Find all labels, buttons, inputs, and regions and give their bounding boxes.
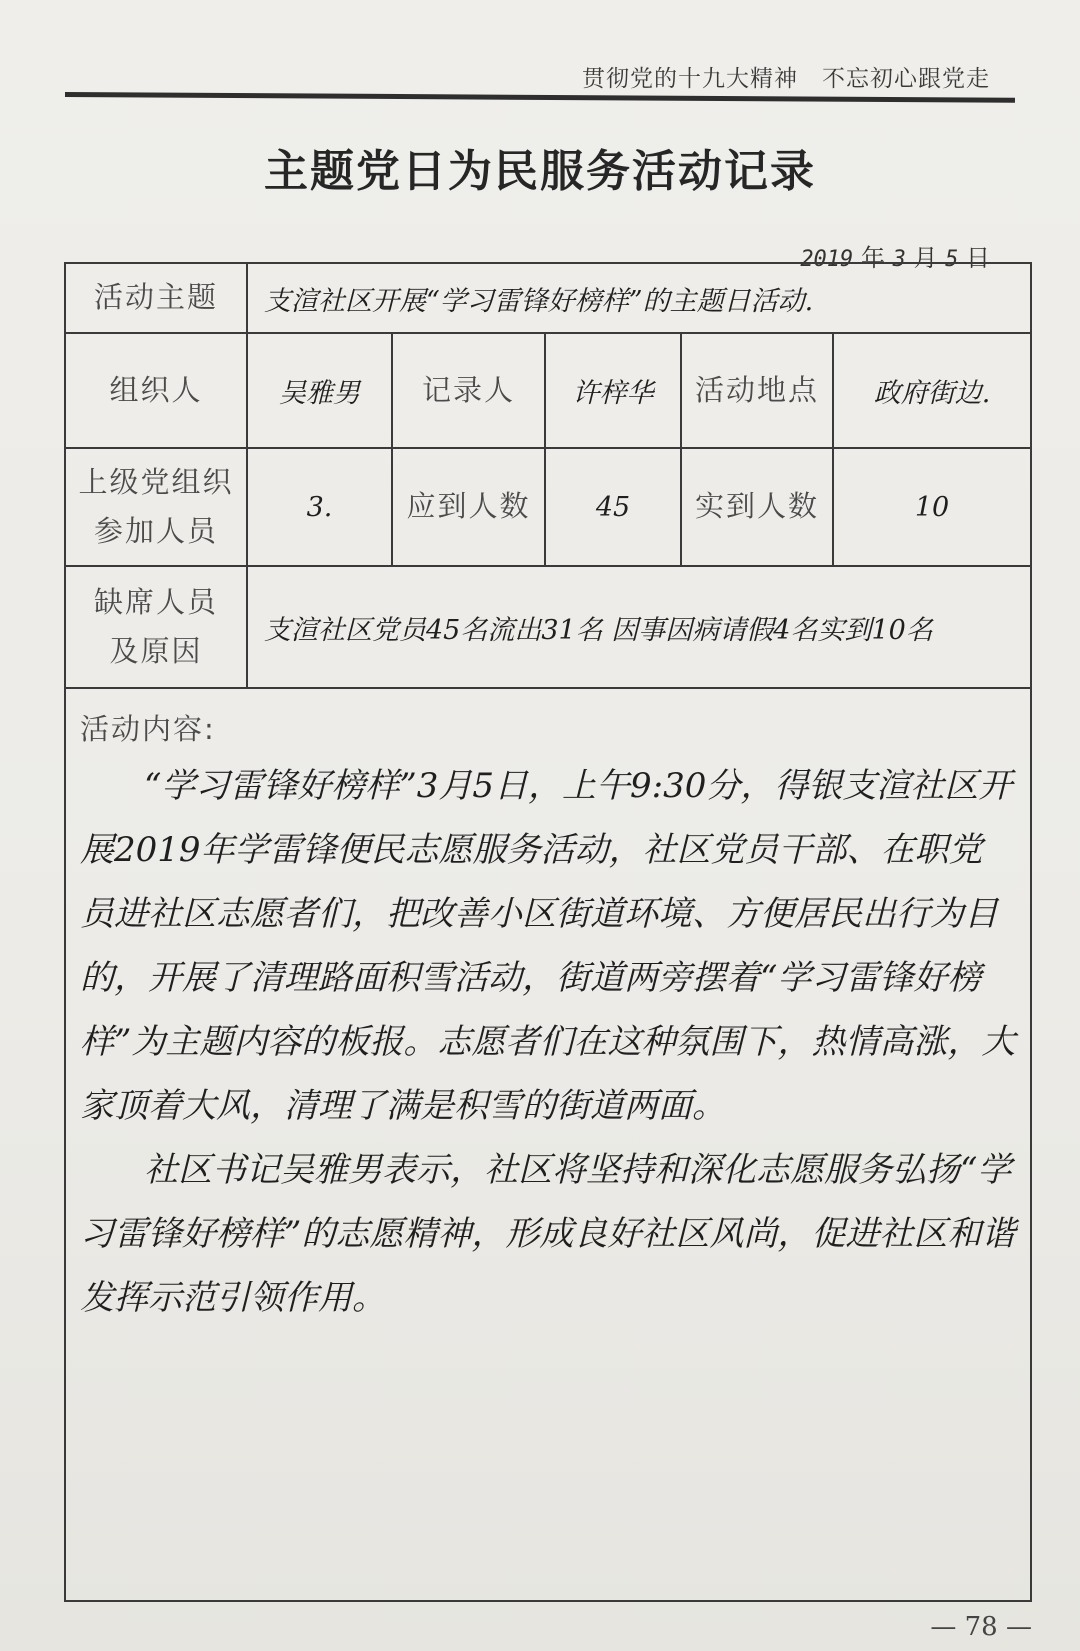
upper-org-value: 3. bbox=[247, 448, 392, 566]
expected-label: 应到人数 bbox=[392, 448, 545, 566]
content-cell bbox=[65, 688, 1031, 1601]
row-theme bbox=[65, 263, 1031, 333]
header-slogan: 贯彻党的十九大精神 不忘初心跟党走 bbox=[582, 66, 990, 92]
organizer-value: 吴雅男 bbox=[247, 333, 392, 448]
page-title: 主题党日为民服务活动记录 bbox=[264, 146, 816, 197]
recorder-value: 许梓华 bbox=[545, 333, 681, 448]
header-rule bbox=[65, 92, 1015, 103]
location-label: 活动地点 bbox=[681, 333, 833, 448]
location-value: 政府街边. bbox=[833, 333, 1031, 448]
date-day-unit: 日 bbox=[966, 244, 990, 272]
actual-label: 实到人数 bbox=[681, 448, 833, 566]
absent-label-line2: 及原因 bbox=[109, 634, 203, 668]
upper-org-label-line2: 参加人员 bbox=[93, 514, 218, 548]
content-label: 活动内容: bbox=[80, 712, 216, 746]
date-month: 3 bbox=[892, 247, 906, 272]
content-paragraph-1: “学习雷锋好榜样”3月5日，上午9:30分，得银支渲社区开展2019年学雷锋便民志愿服务活动，社区党员干部、在职党员进社区志愿者们，把改善小区街道环境、方便居民出行为目的，开展了清理路面积雪活动，街道两旁摆着“学习雷锋好榜样”为主题内容的板报。志愿者们在这种氛围下，热情高涨，大家顶着大风，清理了满是积雪的街道两面。 bbox=[80, 766, 1016, 1126]
date-year-unit: 年 bbox=[860, 244, 885, 272]
organizer-label: 组织人 bbox=[65, 333, 247, 448]
row-attendance bbox=[65, 448, 1031, 566]
absent-label-line1: 缺席人员 bbox=[93, 584, 218, 619]
row-content bbox=[65, 688, 1031, 1601]
upper-org-label bbox=[65, 448, 247, 566]
date-year: 2019 bbox=[800, 247, 854, 272]
theme-label: 活动主题 bbox=[65, 263, 247, 333]
record-form bbox=[64, 262, 1032, 1602]
actual-value: 10 bbox=[833, 448, 1031, 566]
absent-label bbox=[65, 566, 247, 688]
date-day: 5 bbox=[945, 247, 959, 272]
recorder-label: 记录人 bbox=[392, 333, 545, 448]
content-paragraph-2: 社区书记吴雅男表示，社区将坚持和深化志愿服务弘扬“学习雷锋好榜样”的志愿精神，形成良好社区风尚，促进社区和谐发挥示范引领作用。 bbox=[80, 1150, 1016, 1318]
expected-value: 45 bbox=[545, 448, 681, 566]
page-number: — 78 — bbox=[930, 1612, 1032, 1642]
absent-value: 支渲社区党员45名流出31名 因事因病请假4名实到10名 bbox=[247, 566, 1031, 688]
row-people bbox=[65, 333, 1031, 448]
row-absent bbox=[65, 566, 1031, 688]
theme-value: 支渲社区开展“学习雷锋好榜样”的主题日活动. bbox=[247, 263, 1031, 333]
date-month-unit: 月 bbox=[913, 244, 938, 272]
upper-org-label-line1: 上级党组织 bbox=[78, 464, 234, 499]
